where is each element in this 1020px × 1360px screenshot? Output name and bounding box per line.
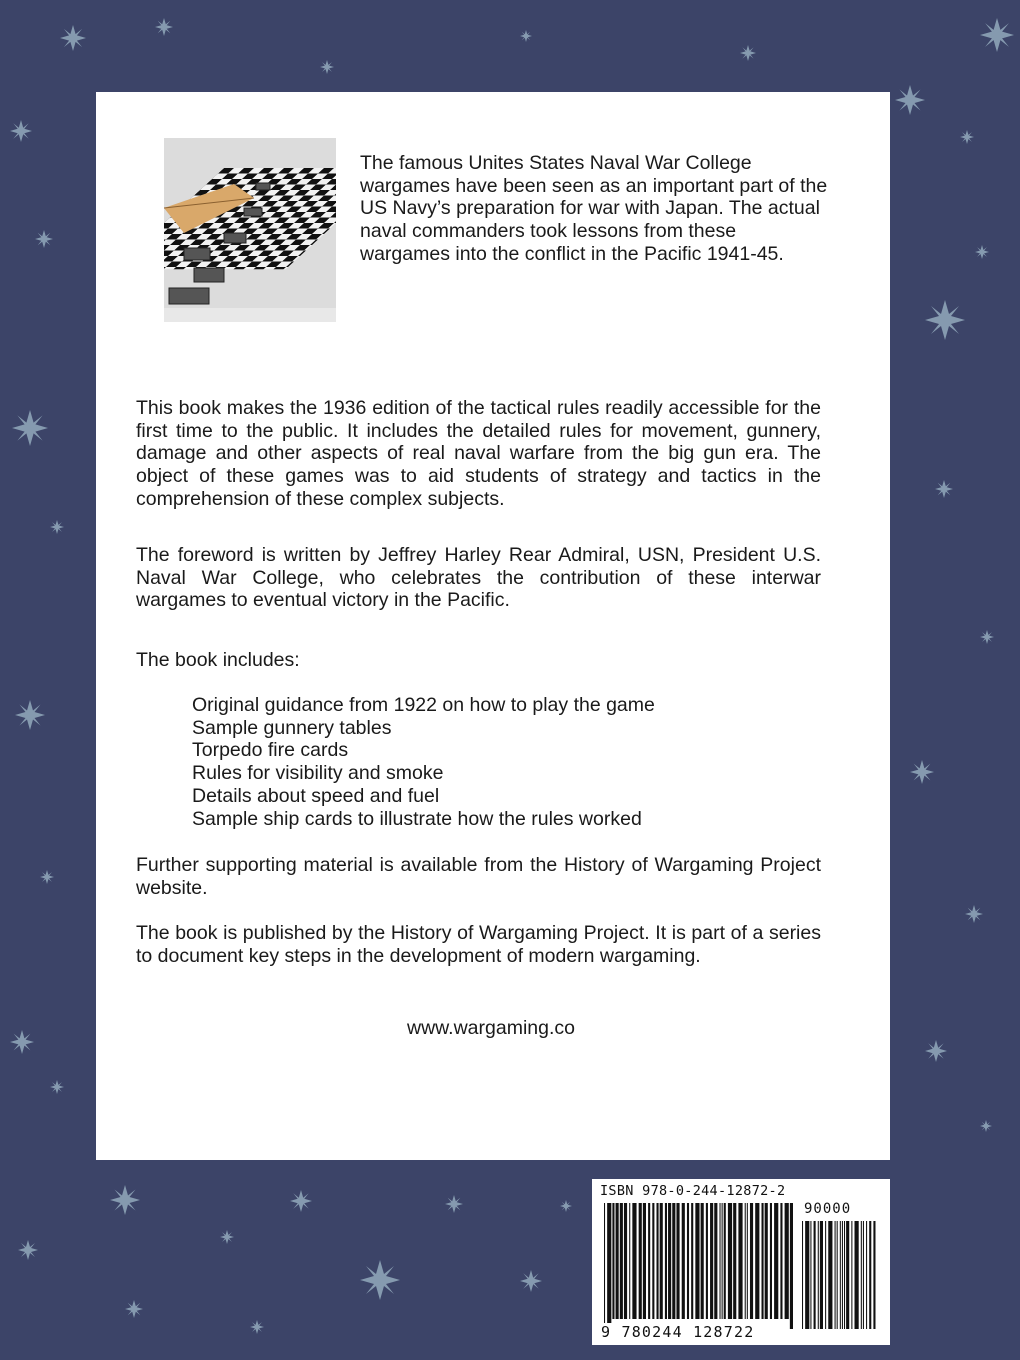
barcode-bar bbox=[755, 1203, 759, 1319]
includes-heading: The book includes: bbox=[136, 649, 300, 671]
barcode-bar bbox=[657, 1203, 659, 1319]
barcode-bar bbox=[846, 1221, 849, 1329]
addon-barcode-bars bbox=[802, 1221, 878, 1339]
isbn-label: ISBN 978-0-244-12872-2 bbox=[600, 1183, 786, 1199]
barcode-bar bbox=[861, 1221, 862, 1329]
barcode-bar bbox=[747, 1203, 748, 1319]
supporting-paragraph: Further supporting material is available from the History of Wargaming Project website. bbox=[136, 854, 821, 899]
price-code: 90000 bbox=[804, 1201, 852, 1217]
barcode-bar bbox=[863, 1221, 864, 1329]
barcode-bar bbox=[738, 1203, 742, 1319]
barcode-bar bbox=[837, 1221, 838, 1329]
barcode-bar bbox=[620, 1203, 623, 1319]
list-item: Sample gunnery tables bbox=[192, 716, 392, 739]
barcode-bar bbox=[745, 1203, 746, 1319]
barcode-bar bbox=[762, 1203, 764, 1319]
list-item: Sample ship cards to illustrate how the rules worked bbox=[192, 807, 642, 830]
barcode-bar bbox=[820, 1221, 823, 1329]
barcode-bar bbox=[790, 1203, 793, 1329]
barcode-bar bbox=[687, 1203, 689, 1319]
barcode-bar bbox=[643, 1203, 646, 1319]
barcode-bar bbox=[733, 1203, 736, 1319]
barcode-bar bbox=[695, 1203, 699, 1319]
barcode-bar bbox=[652, 1203, 654, 1319]
barcode-bar bbox=[851, 1221, 852, 1329]
published-paragraph: The book is published by the History of Wargaming Project. It is part of a series to document key steps in the development of modern wargaming. bbox=[136, 922, 821, 967]
barcode-bar bbox=[780, 1203, 782, 1319]
barcode-bar bbox=[682, 1203, 685, 1319]
list-item: Torpedo fire cards bbox=[192, 739, 349, 762]
barcode-bar bbox=[632, 1203, 636, 1319]
barcode-bar bbox=[844, 1221, 845, 1329]
barcode-bar bbox=[672, 1203, 675, 1319]
barcode-bar bbox=[802, 1221, 803, 1329]
barcode-bar bbox=[873, 1221, 875, 1329]
barcode-bar bbox=[629, 1203, 630, 1319]
barcode-bar bbox=[691, 1203, 693, 1319]
barcode-bar bbox=[866, 1221, 867, 1329]
wargame-board-photo bbox=[164, 138, 336, 322]
barcode-bar bbox=[869, 1221, 871, 1329]
barcode-bar bbox=[825, 1221, 826, 1329]
barcode-bar bbox=[724, 1203, 726, 1319]
barcode-bar bbox=[616, 1203, 619, 1319]
barcode-bar bbox=[607, 1203, 611, 1329]
barcode-bar bbox=[668, 1203, 671, 1319]
barcode-bar bbox=[805, 1221, 809, 1329]
isbn-barcode bbox=[592, 1179, 890, 1345]
intro-paragraph: The famous Unites States Naval War College wargames have been seen as an important part of the US Navy’s preparation for war with Japan. The actual naval commanders took lessons from these wargames into the conflict in the Pacific 1941-45. bbox=[360, 152, 828, 265]
barcode-bar bbox=[624, 1203, 627, 1319]
barcode-bar bbox=[814, 1221, 816, 1329]
barcode-bars bbox=[604, 1203, 796, 1329]
barcode-bar bbox=[706, 1203, 708, 1319]
website-url: www.wargaming.co bbox=[407, 1017, 575, 1039]
barcode-bar bbox=[855, 1221, 859, 1329]
barcode-bar bbox=[648, 1203, 650, 1319]
barcode-bar bbox=[765, 1203, 768, 1319]
ean-number: 9 780244 128722 bbox=[601, 1323, 755, 1341]
edition-paragraph: This book makes the 1936 edition of the tactical rules readily accessible for the first time to the public. It includes the detailed rules for movement, gunnery, damage and other aspects of real naval warfare from the big gun era. The object of these games was to aid students of strategy and tactics in the comprehension of these complex subjects. bbox=[136, 397, 821, 510]
barcode-bar bbox=[835, 1221, 836, 1329]
barcode-bar bbox=[842, 1221, 843, 1329]
barcode-bar bbox=[722, 1203, 723, 1319]
barcode-bar bbox=[710, 1203, 713, 1319]
list-item: Original guidance from 1922 on how to play the game bbox=[192, 694, 655, 716]
barcode-bar bbox=[818, 1221, 819, 1329]
barcode-bar bbox=[810, 1221, 811, 1329]
foreword-paragraph: The foreword is written by Jeffrey Harley Rear Admiral, USN, President U.S. Naval War College, who celebrates the contribution of these interwar wargames to eventual victory in the Pacific. bbox=[136, 544, 821, 612]
barcode-bar bbox=[639, 1203, 642, 1319]
barcode-bar bbox=[714, 1203, 717, 1319]
barcode-bar bbox=[785, 1203, 789, 1319]
list-item: Rules for visibility and smoke bbox=[192, 762, 444, 785]
barcode-bar bbox=[728, 1203, 732, 1319]
back-cover-panel bbox=[96, 92, 890, 1160]
barcode-bar bbox=[665, 1203, 667, 1319]
barcode-bar bbox=[604, 1203, 605, 1329]
barcode-bar bbox=[770, 1203, 772, 1319]
barcode-bar bbox=[720, 1203, 721, 1319]
barcode-bar bbox=[750, 1203, 753, 1319]
barcode-bar bbox=[774, 1203, 778, 1319]
includes-list bbox=[192, 694, 655, 830]
barcode-bar bbox=[660, 1203, 663, 1319]
list-item: Details about speed and fuel bbox=[192, 784, 440, 807]
barcode-bar bbox=[701, 1203, 704, 1319]
barcode-bar bbox=[612, 1203, 614, 1319]
barcode-bar bbox=[828, 1221, 832, 1329]
barcode-bar bbox=[840, 1221, 841, 1329]
barcode-bar bbox=[676, 1203, 679, 1319]
